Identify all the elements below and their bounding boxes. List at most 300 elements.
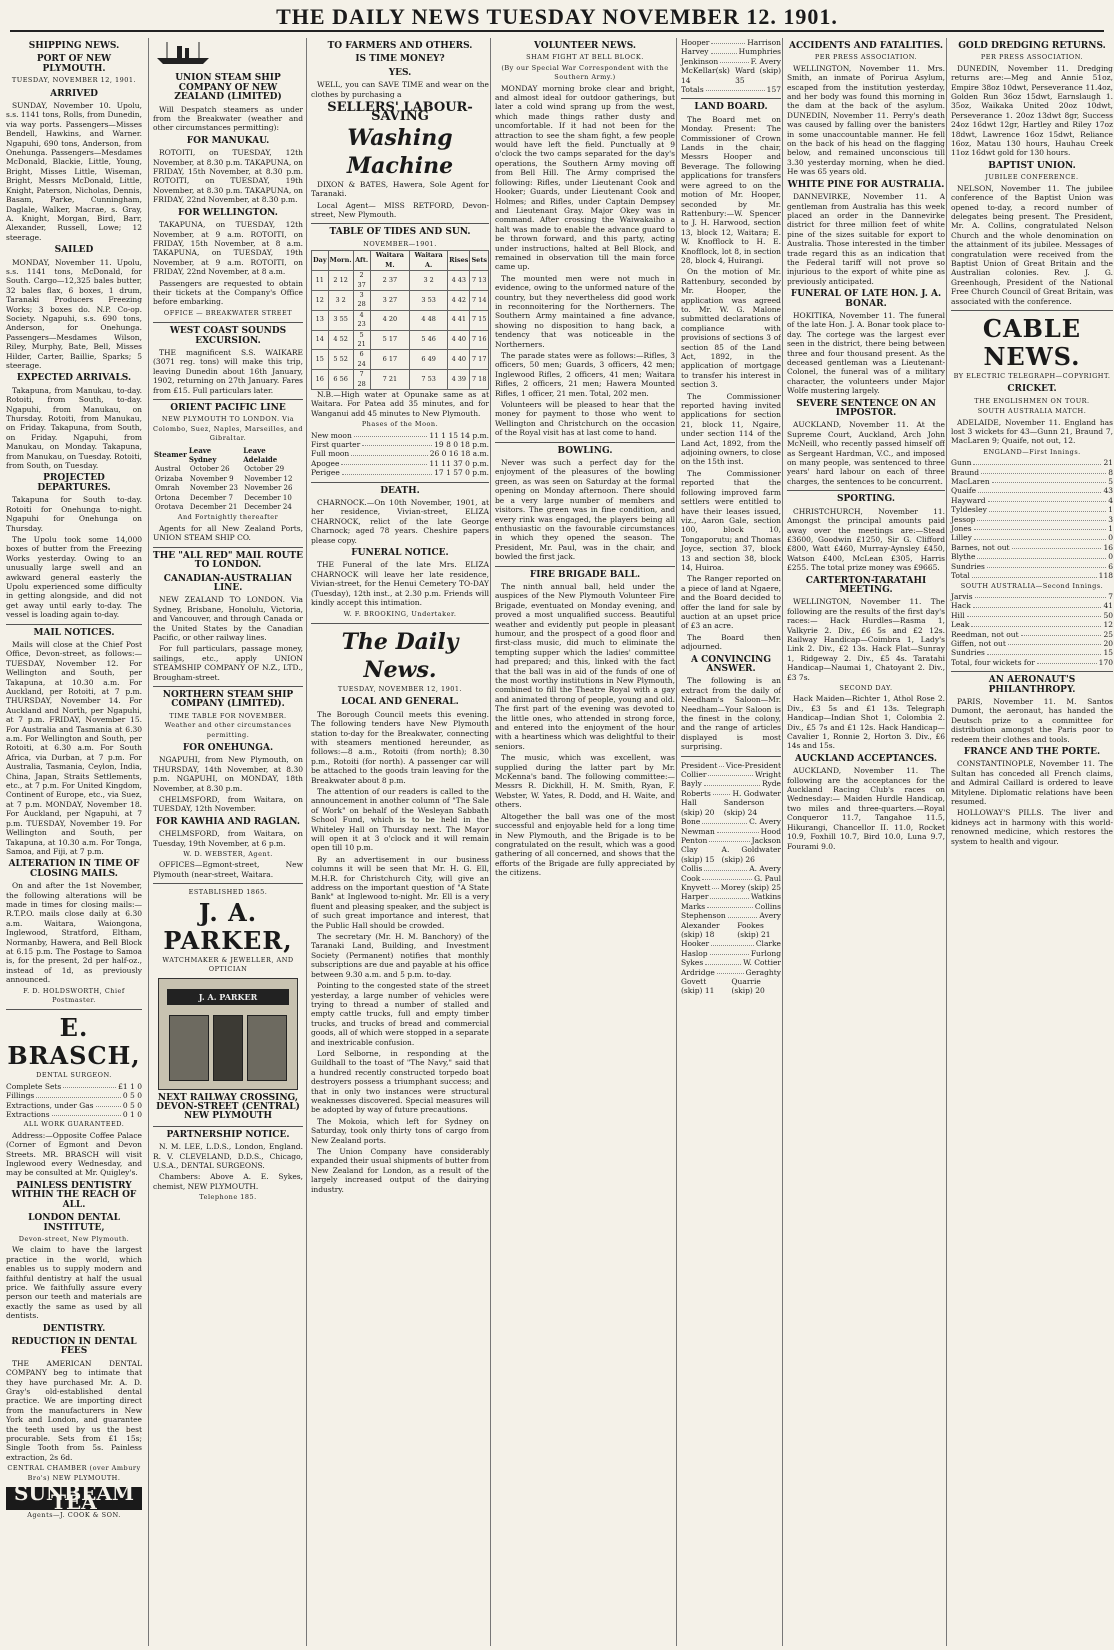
- cricket-text: ADELAIDE, November 11. England has lost 3 wickets for 43—Gunn 21, Braund 7, MacLaren 9; Quaife, not out, 12.: [951, 417, 1113, 446]
- bowler-row: [681, 836, 781, 845]
- batsman-row: [951, 486, 1113, 495]
- bowler-row-label: Alexander (skip) 18: [681, 920, 720, 939]
- tide-cell: 4 40: [448, 330, 470, 350]
- tide-cell: 6 49: [410, 350, 448, 370]
- port-heading: PORT OF NEW PLYMOUTH.: [36, 54, 112, 74]
- farmers-text: WELL, you can SAVE TIME and wear on the clothes by purchasing a: [311, 80, 489, 99]
- bowler-row: [681, 949, 781, 958]
- tide-cell: 7 14: [470, 290, 489, 310]
- schedule-row: [153, 503, 303, 512]
- batsman-row: [951, 524, 1113, 533]
- batsman-row-value: 41: [1103, 601, 1113, 611]
- fee-row-label: Extractions, under Gas: [6, 1100, 94, 1110]
- bowler-row-label: Marks: [681, 901, 706, 911]
- fee-row: [6, 1082, 142, 1091]
- dot-leader: [705, 958, 741, 964]
- dot-leader: [707, 902, 753, 908]
- established: ESTABLISHED 1865.: [188, 888, 268, 897]
- gold-press: PER PRESS ASSOCIATION.: [980, 53, 1084, 62]
- moon-row-label: Full moon: [311, 449, 350, 459]
- bowler-row: [681, 789, 781, 798]
- for-manukau: FOR MANUKAU.: [186, 135, 270, 146]
- schedule-cell: Omrah: [155, 484, 180, 493]
- batsman-row-value: 6: [1108, 561, 1113, 571]
- schedule-cell: October 26: [189, 465, 230, 474]
- score-row-value: Harrison: [747, 38, 781, 47]
- tide-cell: 7 21: [370, 370, 410, 390]
- fee-row: [6, 1091, 142, 1100]
- tide-table: [311, 250, 489, 390]
- london-sub: Devon-street, New Plymouth.: [18, 1234, 130, 1243]
- bowler-row-value: H. Godwater: [732, 788, 781, 798]
- tide-header-row: [312, 251, 489, 271]
- sporting-heading: SPORTING.: [836, 494, 896, 505]
- aeronaut-heading: AN AERONAUT'S PHILANTHROPY.: [988, 675, 1076, 695]
- bowler-row-value: Wright: [754, 770, 781, 780]
- divider: [6, 1009, 142, 1010]
- dot-leader: [711, 939, 754, 945]
- land-text: The Board then adjourned.: [681, 632, 781, 652]
- tide-header-cell: Sets: [470, 251, 489, 271]
- batsman-row-label: Reedman, not out: [951, 629, 1019, 639]
- moon-row-label: Apogee: [311, 458, 340, 468]
- carterton-heading: CARTERTON-TARATAHI MEETING.: [805, 575, 927, 595]
- address-text: Address:—Opposite Coffee Palace (Corner of Egmont and Devon Streets. MR. BRASCH will visit Inglewood every Wednesday, and may be consulted at Mr. Quigley's.: [6, 1130, 142, 1178]
- england-scorecard: [951, 458, 1113, 580]
- sa-scorecard: [951, 592, 1113, 667]
- dot-leader: [354, 431, 428, 437]
- dentistry-heading: DENTISTRY.: [42, 1323, 106, 1334]
- bowler-row-value: Vice-President: [725, 760, 781, 770]
- bowler-row-label: Hooker: [681, 939, 710, 949]
- tides-month: NOVEMBER—1901.: [363, 239, 437, 248]
- tide-cell: 5 21: [353, 330, 370, 350]
- cricket-sub2: SOUTH AUSTRALIA MATCH.: [977, 407, 1087, 416]
- acceptances-text: AUCKLAND, November 11. The following are the acceptances for the Auckland Racing Club's races on Wednesday:— Maiden Hurdle Handicap, two miles and three-quarters.—Royal Conqueror 11.7, Tangahoe 11.5, Hikurangi, Chancellor II. 11.0, Rocket 10.9, Foxhill 10.7, Bird 10.0, Luna 9.7, Fourami 9.0.: [787, 766, 945, 851]
- dot-leader: [341, 459, 427, 465]
- second-text: Hack Maiden—Richter 1, Athol Rose 2. Div., £3 5s and £1 13s. Telegraph Handicap—Indian Shot 1, Colombia 2. Div., £5 7s and £1 12s. Hack Handicap—Cavalier 1, Ronnie 2, Horton 3. Div., £6 14s and 15s.: [787, 694, 945, 751]
- volunteer-text: The parade states were as follows:—Rifles, 3 officers, 50 men; Guards, 3 officers, 42 men; Inglewood Rifles, 2 officers, 41 men; Waitara Rifles, 2 officers, 21 men; Hawera Mounted Rifles, 1 officer, 21 men. Total, 202 men.: [495, 351, 675, 398]
- severe-heading: SEVERE SENTENCE ON AN IMPOSTOR.: [796, 398, 936, 419]
- bowler-row-value: A. Avery: [749, 864, 781, 874]
- tide-cell: 4 42: [448, 290, 470, 310]
- bowler-row-value: C. Avery: [749, 817, 781, 827]
- column-telegrams: [782, 38, 945, 1646]
- upolu-text: The Upolu took some 14,000 boxes of butter from the Freezing Works yesterday. Owing to an unusually large swell and an awkward general easterly the Upolu experienced some difficulty in getting alongside, and did not get away until early to-day. The vessel is loading again to-day.: [6, 534, 142, 620]
- baptist-heading: BAPTIST UNION.: [988, 160, 1076, 171]
- cricket-heading: CRICKET.: [1007, 384, 1057, 395]
- chambers-text: Chambers: Above A. E. Sykes, chemist, NEW PLYMOUTH.: [153, 1172, 303, 1191]
- batsman-row-value: 0: [1108, 533, 1113, 543]
- london-text: We claim to have the largest practice in the world, which enables us to supply modern and faithful dentistry at half the usual price. We faithfully assure every person our teeth and materials are exactly the same as used by all dentists.: [6, 1245, 142, 1321]
- batsman-row-label: Giffen, not out: [951, 638, 1006, 648]
- particulars-text: For full particulars, passage money, sailings, etc., apply UNION STEAMSHIP COMPANY OF N.Z., LTD., Brougham-street.: [153, 644, 303, 682]
- mail-heading: MAIL NOTICES.: [33, 627, 115, 638]
- bowler-row-value: Furlong: [750, 948, 781, 958]
- tide-cell: 2 37: [353, 271, 370, 291]
- bowler-row-value: Geraghty: [745, 967, 781, 977]
- shop-sign: J. A. PARKER: [167, 989, 289, 1005]
- batsman-row-value: 25: [1103, 629, 1113, 639]
- tides-note: N.B.—High water at Opunake same as at Waitara. For Patea add 35 minutes, and for Wanganui add 45 minutes to New Plymouth.: [311, 389, 489, 418]
- moon-row: [311, 431, 489, 440]
- bowler-row: [681, 827, 781, 836]
- local-text: By an advertisement in our business columns it will be seen that Mr. H. G. Ell, M.H.R. for Christchurch City, will give an address on the important question of "A State Bank" at Inglewood to-night. Mr. Ell is a very fluent and pleasing speaker, and the subject is of such great importance and interest, that the Public Hall should be crowded.: [311, 854, 489, 930]
- bowler-row-label: Stephenson: [681, 911, 726, 921]
- sa-innings: SOUTH AUSTRALIA—Second Innings.: [960, 581, 1104, 590]
- moon-row-value: 11 11 37 0 p.m.: [429, 458, 489, 468]
- divider: [6, 624, 142, 625]
- divider: [153, 547, 303, 548]
- bowler-row: [681, 798, 781, 817]
- bowler-row: [681, 911, 781, 920]
- agent-name: W. D. WEBSTER, Agent.: [183, 850, 273, 859]
- tide-cell: 7 16: [470, 330, 489, 350]
- volunteer-text: The mounted men were not much in evidence, owing to the unformed nature of the country, but they nevertheless did good work in reconnoitering for the Northerners. The Southern Army maintained a fine advance, showing no disposition to hang back, a tendency that was noticeable in the Northerners.: [495, 273, 675, 349]
- dot-leader: [988, 496, 1107, 502]
- batsman-row-label: Tyldesley: [951, 505, 987, 515]
- volunteer-by: (By our Special War Correspondent with the Southern Army.): [501, 63, 669, 82]
- tide-cell: 4 20: [370, 310, 410, 330]
- schedule-cell: November 9: [189, 474, 234, 483]
- west-coast-text: THE magnificent S.S. WAIKARE (3071 reg. tons) will make this trip, leaving Dunedin about 16th January, 1902, returning on 27th January. Fares from £15. Full particulars later.: [153, 347, 303, 395]
- volunteer-text: MONDAY morning broke clear and bright, and almost ideal for outdoor gatherings, but later a cold wind sprang up from the west, which made things rather dusty and uncomfortable. If it had not been for the attraction to see the sham fight, a few people would have left the field. Punctually at 9 o'clock the two camps separated for the day's operations, the Southern Army moving off from Bell Hill. The Army comprised the following: Rifles, under Lieutenant Cook and Hooker; Guards, under Lieutenant Cook and Holmes; and Rifles, under Captain Dempsey and Lieutenant Gray. Major Okey was in command. After crossing the Waiwakaiho a halt was made to enable the advance guard to be thrown forward, and this party, acting under instructions, halted at Bell Block, and remained in observation till the main force came up.: [495, 83, 675, 272]
- schedule-cell: Orizaba: [155, 474, 183, 483]
- tide-cell: 3 27: [370, 290, 410, 310]
- masthead: [0, 0, 1114, 34]
- batsman-row-value: 15: [1103, 648, 1113, 658]
- total-row-value: 170: [1098, 657, 1113, 667]
- total-row-label: Total: [951, 571, 970, 581]
- schedule-cell: December 24: [244, 503, 292, 512]
- batsman-row-label: Barnes, not out: [951, 542, 1010, 552]
- arrived-text: SUNDAY, November 10. Upolu, s.s. 1141 tons, Rolls, from Dunedin, via way ports. Passengers—Misses Bendell, Hawkins, and Warner. Ngapuhi, 690 tons, Anderson, from Onehunga. Passengers—Mesdames McDonald, Blackie, Little, Young, Bright, Misses Little, Wiseman, Bright, Messrs McDonald, Little, Knight, Paterson, Nicholas, Dennis, Basam, Parke, Cunningham, Daglale, Walker, Macrae, s. Gray, A. Knight, Morgan, Bird, Barr, Alexander, Russell, Lowe; 12 steerage.: [6, 101, 142, 242]
- score-row-label: Harvey: [681, 47, 709, 57]
- fee-list: [6, 1082, 142, 1120]
- bowler-row-label: Newman: [681, 826, 715, 836]
- batsman-row-label: Leak: [951, 620, 970, 630]
- dot-leader: [36, 1091, 121, 1097]
- next-railway: NEXT RAILWAY CROSSING, DEVON-STREET (CENTRAL) NEW PLYMOUTH: [156, 1092, 300, 1122]
- sporting-text: CHRISTCHURCH, November 11. Amongst the principal amounts paid away over the meetings are:—Stead £3600, Goodwin £1250, Sir G. Clifford £800, Watt £460, Murray-Aynsley £450, Watson £400, McLean £305, Harris £255. The total prize money was £9665.: [787, 506, 945, 573]
- dot-leader: [1021, 630, 1102, 636]
- postmaster: F. D. HOLDSWORTH, Chief Postmaster.: [23, 986, 125, 1004]
- tide-cell: 7 17: [470, 350, 489, 370]
- batsman-row-value: 12: [1103, 620, 1113, 630]
- local-heading: LOCAL AND GENERAL.: [341, 697, 459, 708]
- shop-window: [247, 1015, 287, 1081]
- moon-row: [311, 440, 489, 449]
- schedule-row: [153, 484, 303, 493]
- convincing-heading: A CONVINCING ANSWER.: [690, 654, 772, 674]
- batsman-row: [951, 458, 1113, 467]
- dot-leader: [987, 648, 1102, 654]
- schedule-row: [153, 475, 303, 484]
- bowler-row-value: Sanderson (skip) 24: [723, 798, 765, 817]
- sailed-heading: SAILED: [54, 245, 94, 256]
- bowler-row: [681, 892, 781, 901]
- bowler-row-label: Penton: [681, 835, 708, 845]
- mail-text: Mails will close at the Chief Post Office, Devon-street, as follows:— TUESDAY, November 12. For Wellington and South, per Takapuna, at 10.30 a.m. For Auckland, per Rotoiti, at 7 p.m. THURSDAY, November 14. For Auckland and North, per Ngapuhi, at 7 p.m. FRIDAY, November 15. For Australia and Tasmania at 6.30 a.m. For Wellington and South, per Rotoiti, at 6.30 a.m. For South Africa, via Durban, at 7 p.m. For Australia, Tasmania, Ceylon, India, China, Japan, Straits Settlements, etc., at 7 p.m. For United Kingdom, Continent of Europe, etc., via Suez, at 7 p.m. MONDAY, November 18. For Auckland, per Ngapuhi, at 7 p.m. TUESDAY, November 19. For Wellington and South, per Takapuna, at 10.30 a.m. For Tonga, Samoa, and Fiji, at 7 p.m.: [6, 639, 142, 856]
- schedule-cell: December 7: [189, 493, 233, 502]
- tide-cell: 3 2: [328, 290, 353, 310]
- shop-door: [213, 1015, 243, 1081]
- departures-text: Takapuna for South to-day. Rotoiti for Onehunga to-night. Ngapuhi for Onehunga on Thursday.: [6, 495, 142, 533]
- schedule-cell: November 26: [244, 484, 293, 493]
- manukau-text: ROTOITI, on TUESDAY, 12th November, at 8.30 p.m. TAKAPUNA, on FRIDAY, 15th November, at 8.30 p.m. ROTOITI, on TUESDAY, 19th November, at 8.30 p.m. TAKAPUNA, on FRIDAY, 22nd November, at 8.30 p.m.: [153, 148, 303, 205]
- volunteer-sub: SHAM FIGHT AT BELL BLOCK.: [526, 53, 644, 62]
- for-wellington: FOR WELLINGTON.: [178, 207, 278, 218]
- tide-cell: 3 53: [410, 290, 448, 310]
- tide-cell: 16: [312, 370, 329, 390]
- london-heading: LONDON DENTAL INSTITUTE,: [28, 1213, 120, 1233]
- dot-leader: [987, 562, 1106, 568]
- accidents-text: WELLINGTON, November 11. Mrs. Smith, an inmate of Porirua Asylum, escaped from the institution yesterday, and her body was found this morning in the dam at the back of the asylum. DUNEDIN, November 11. Perry's death was caused by falling over the banisters in some unaccountable manner. He fell on the back of his head on the flagging below, and remained unconscious till 3.30 yesterday morning, when he died. He was 65 years old.: [787, 63, 945, 177]
- agents-text: Agents for all New Zealand Ports, UNION STEAM SHIP CO.: [153, 523, 303, 543]
- tide-cell: 7 18: [470, 370, 489, 390]
- batsman-row: [951, 620, 1113, 629]
- funeral-text: THE Funeral of the late Mrs. ELIZA CHARNOCK will leave her late residence, Vivian-street, for the Henui Cemetery TO-DAY (Tuesday), 12th inst., at 2.30 p.m. Friends will kindly accept this intimation.: [311, 560, 489, 608]
- dot-leader: [342, 468, 432, 474]
- moon-row: [311, 449, 489, 458]
- batsman-row: [951, 592, 1113, 601]
- dot-leader: [717, 968, 744, 974]
- bowler-row-label: Sykes: [681, 958, 704, 968]
- kawhia-heading: FOR KAWHIA AND RAGLAN.: [155, 816, 301, 827]
- local-agent: Local Agent— MISS RETFORD, Devon-street, New Plymouth.: [311, 200, 489, 220]
- volunteer-text: Volunteers will be pleased to hear that the money for payment to those who went to Wellington and Christchurch on the occasion of the Royal visit has at last come to hand.: [495, 400, 675, 438]
- dot-leader: [1037, 658, 1097, 664]
- tide-row: [312, 330, 489, 350]
- divider: [681, 98, 781, 99]
- bowler-row-label: Cook: [681, 873, 701, 883]
- batsman-row-label: Hack: [951, 601, 971, 611]
- dot-leader: [973, 458, 1101, 464]
- alteration-heading: ALTERATION IN TIME OF CLOSING MAILS.: [8, 859, 140, 879]
- schedule-cell: December 21: [189, 503, 238, 512]
- expected-text: Takapuna, from Manukau, to-day. Rotoiti, from South, to-day. Ngapuhi, from Manukau, on Thursday. Rotoiti, from Manukau, on Friday. Takapuna, from South, on Friday. Ngapuhi, from Manukau, on Monday. Takapuna, from Manukau, on Tuesday. Rotoiti, from South, on Tuesday.: [6, 385, 142, 471]
- bowler-row-label: Bayly: [681, 779, 702, 789]
- paper-date: TUESDAY, NOVEMBER 12, 1901.: [337, 684, 463, 693]
- batsman-row-value: 21: [1103, 458, 1113, 468]
- west-coast-heading: WEST COAST SOUNDS EXCURSION.: [169, 326, 287, 346]
- land-text: The Ranger reported on a piece of land at Ngaere, and the Board decided to offer the land for sale by auction at an upset price of £3 an acre.: [681, 574, 781, 631]
- local-text: The Borough Council meets this evening. The following tenders have New Plymouth station to-day for the Breakwater, connecting with steamers mentioned hereunder, as follows:—8 a.m., Rotoiti (from north); 8.30 p.m., Rotoiti (for north). A passenger car will be attached to the goods train leaving for the Breakwater about 8 p.m.: [311, 709, 489, 785]
- batsman-row: [951, 552, 1113, 561]
- bowler-row-value: Clarke: [755, 939, 781, 949]
- batsman-row: [951, 515, 1113, 524]
- press-line: PER PRESS ASSOCIATION.: [814, 53, 918, 62]
- orient-sub: NEW PLYMOUTH TO LONDON. Via Colombo, Suez, Naples, Marseilles, and Gibraltar.: [153, 415, 303, 443]
- reduction-heading: REDUCTION IN DENTAL FEES: [11, 1336, 137, 1357]
- schedule-cell: Orotava: [155, 503, 184, 512]
- batsman-row: [951, 639, 1113, 648]
- divider: [311, 623, 489, 624]
- bowler-row: [681, 874, 781, 883]
- batsman-row: [951, 648, 1113, 657]
- bowler-row: [681, 939, 781, 948]
- schedule-cell: Ortona: [155, 493, 180, 502]
- dot-leader: [709, 836, 749, 842]
- tide-cell: 4 43: [448, 271, 470, 291]
- land-text: On the motion of Mr. Rattenbury, seconded by Mr. Hooper, the application was agreed to. Mr. W. G. Malone submitted declarations of compliance with provisions of sections 3 of section 85 of the Land Act, 1892, in the application of mortgage to transfer his interest in section 3.: [681, 267, 781, 390]
- alteration-text: On and after the 1st November, the following alterations will be made in times for closing mails:—R.T.P.O. mails close daily at 6.30 a.m. Waitara, Waiongona, Inglewood, Stratford, Eltham, Normanby, Hawera, and Bell Block at 6.15 p.m. The Postage to Samoa is, for the present, 2d per half-oz., instead of 1d, as previously announced.: [6, 881, 142, 985]
- bonar-funeral-heading: FUNERAL OF LATE HON. J. A. BONAR.: [790, 289, 942, 309]
- bowler-row-value: Watkins: [750, 892, 781, 902]
- jubilee: JUBILEE CONFERENCE.: [985, 173, 1079, 182]
- batsman-row-value: 50: [1103, 610, 1113, 620]
- bowler-row-label: Collier: [681, 770, 707, 780]
- column-shipping: [6, 38, 142, 1646]
- fire-text: Altogether the ball was one of the most successful and enjoyable held for a long time in New Plymouth, and the Brigade is to be congratulated on the result, which was a good gathering of all concerned, and shows that the efforts of the Brigade are fully appreciated by the citizens.: [495, 811, 675, 878]
- divider: [951, 671, 1113, 672]
- dot-leader: [971, 620, 1101, 626]
- cricket-sub: THE ENGLISHMEN ON TOUR.: [974, 396, 1090, 405]
- orient-heading: ORIENT PACIFIC LINE: [170, 403, 286, 413]
- bowler-row-label: Bone: [681, 817, 701, 827]
- undertaker: W. F. BROOKING, Undertaker.: [343, 609, 457, 618]
- bowler-row-label: Harper: [681, 892, 709, 902]
- funeral-notice-heading: FUNERAL NOTICE.: [351, 548, 449, 559]
- score-row: [681, 66, 781, 85]
- batsman-row-label: MacLaren: [951, 477, 990, 487]
- schedule-header-row: [153, 445, 303, 466]
- batsman-row: [951, 601, 1113, 610]
- divider: [153, 686, 303, 687]
- batsman-row-label: Quaife: [951, 486, 977, 496]
- paper-nameplate: The Daily News.: [341, 628, 459, 683]
- dentist-title: DENTAL SURGEON.: [36, 1071, 112, 1080]
- batsman-row: [951, 496, 1113, 505]
- sellers-line: SELLERS' LABOUR-SAVING: [327, 100, 473, 125]
- bonar-funeral-text: HOKITIKA, November 11. The funeral of the late Hon. J. A. Bonar took place to-day. The cortege was the largest ever seen in the district, there being between three and four thousand present. As the deceased gentleman was a Lieutenant-Colonel, the funeral was of a military character, the volunteers under Major Wolfe mustering largely.: [787, 310, 945, 396]
- bowler-row: [681, 770, 781, 779]
- total-row: [951, 658, 1113, 667]
- parker-name: J. A. PARKER,: [163, 897, 293, 955]
- bowler-row-value: Ryde: [762, 779, 781, 789]
- dot-leader: [708, 770, 753, 776]
- acceptances-heading: AUCKLAND ACCEPTANCES.: [795, 753, 937, 764]
- masthead-title: THE DAILY NEWS TUESDAY NOVEMBER 12. 1901.: [276, 4, 838, 29]
- local-text: The Mokoia, which left for Sydney on Saturday, took only thirty tons of cargo from New Zealand ports.: [311, 1116, 489, 1145]
- tide-cell: 6 56: [328, 370, 353, 390]
- tide-row: [312, 310, 489, 330]
- batsman-row-value: 1: [1108, 524, 1113, 534]
- batsman-row-label: Jones: [951, 524, 972, 534]
- bowling-names: [681, 761, 781, 996]
- score-row: [681, 38, 781, 47]
- land-text: The Commissioner reported that the following improved farm settlers were entitled to have their leases issued, viz., Aaron Gale, section 100, block 10, Tongaporutu; and Thomas Joyce, section 37, block 13 and section 38, block 14, Huiroa.: [681, 468, 781, 572]
- divider: [311, 223, 489, 224]
- france-text: CONSTANTINOPLE, November 11. The Sultan has conceded all French claims, and Admiral Caillard is ordered to leave Mitylene. Diplomatic relations have been resumed.: [951, 759, 1113, 807]
- bowler-row: [681, 921, 781, 940]
- sunbeam-agents: Agents—J. COOK & SON.: [27, 1510, 121, 1519]
- dot-leader: [717, 827, 759, 833]
- shop-window: [169, 1015, 209, 1081]
- score-row-label: Jenkinson: [681, 56, 719, 66]
- tide-header-cell: Aft.: [353, 251, 370, 271]
- guaranteed: ALL WORK GUARANTEED.: [23, 1120, 125, 1129]
- schedule-row: [153, 465, 303, 474]
- fire-text: The music, which was excellent, was supplied during the latter part by Mr. McKenna's band. The following committee:—Messrs R. Dickhill, H. M. Smith, Ryan, F. Webster, W. Yates, R. Dodd, and H. Waite, and others.: [495, 753, 675, 810]
- office-line: OFFICE — BREAKWATER STREET: [163, 308, 293, 317]
- gold-heading: GOLD DREDGING RETURNS.: [958, 41, 1106, 51]
- moon-row: [311, 468, 489, 477]
- expected-heading: EXPECTED ARRIVALS.: [16, 373, 132, 384]
- tide-cell: 5 17: [370, 330, 410, 350]
- tide-cell: 3 2: [410, 271, 448, 291]
- bowler-row-value: Fookes (skip) 21: [737, 920, 771, 939]
- batsman-row: [951, 630, 1113, 639]
- schedule-header-cell: Leave Adelaide: [243, 445, 278, 465]
- schedule-header-cell: Leave Sydney: [188, 445, 217, 465]
- timetable-sub: TIME TABLE FOR NOVEMBER. Weather and other circumstances permitting.: [164, 711, 292, 739]
- moon-row-value: 11 1 15 14 p.m.: [429, 430, 489, 440]
- bowler-row-label: Clay (skip) 15: [681, 845, 715, 864]
- dot-leader: [981, 468, 1106, 474]
- batsman-row-label: Blythe: [951, 552, 976, 562]
- steamer-icon: [153, 40, 213, 66]
- dot-leader: [728, 911, 758, 917]
- white-pine-heading: WHITE PINE FOR AUSTRALIA.: [787, 179, 945, 190]
- tide-cell: 4 39: [448, 370, 470, 390]
- schedule-body: [153, 465, 303, 512]
- bowler-row-label: President: [681, 760, 718, 770]
- moon-list: [311, 431, 489, 478]
- moon-row-label: Perigee: [311, 468, 340, 478]
- death-heading: DEATH.: [380, 485, 420, 496]
- batsman-row-value: 16: [1103, 542, 1113, 552]
- divider: [153, 322, 303, 323]
- fee-row-value: 0 5 0: [122, 1091, 142, 1101]
- tide-row: [312, 350, 489, 370]
- dot-leader: [704, 779, 760, 785]
- moon-heading: Phases of the Moon.: [361, 420, 439, 429]
- fee-row-label: Fillings: [6, 1091, 35, 1101]
- fee-row-label: Extractions: [6, 1110, 50, 1120]
- dot-leader: [96, 1101, 121, 1107]
- bowler-row: [681, 845, 781, 864]
- gold-text: DUNEDIN, November 11. Dredging returns are:—Meg and Annie 51oz, Empire 38oz 10dwt, Perseverance 11.4oz, Golden Run 36oz 15dwt, Earnslaugh 1. 35oz, Waikaka United 20oz 10dwt, Perseverance 1. 20oz 13dwt 8gr, Success 24oz 16dwt 12gr, Hartley and Riley 17oz 18dwt, Lawrence 16oz 15dwt, Reliance 16oz, Matau 130 hours, Hauhau Creek 11oz 16dwt gold for 130 hours.: [951, 63, 1113, 158]
- union-heading: UNION STEAM SHIP COMPANY OF NEW ZEALAND (LIMITED): [174, 73, 282, 103]
- tide-row: [312, 370, 489, 390]
- score-row: [681, 47, 781, 56]
- tide-cell: 13: [312, 310, 329, 330]
- accidents-heading: ACCIDENTS AND FATALITIES.: [788, 41, 944, 51]
- telephone: Telephone 185.: [199, 1193, 257, 1202]
- schedule-cell: November 23: [189, 484, 239, 493]
- batsman-row-label: Sundries: [951, 648, 985, 658]
- score-row: [681, 85, 781, 94]
- schedule-header-cell: Steamer: [154, 450, 187, 460]
- bowling-scores-top: [681, 38, 781, 94]
- kawhia-text: CHELMSFORD, from Waitara, on Tuesday, 19th November, at 6 p.m.: [153, 829, 303, 848]
- allred-heading: THE "ALL RED" MAIL ROUTE TO LONDON.: [153, 550, 303, 571]
- dot-leader: [975, 592, 1107, 598]
- batsman-row: [951, 477, 1113, 486]
- batsman-row: [951, 611, 1113, 620]
- france-heading: FRANCE AND THE PORTE.: [963, 747, 1101, 757]
- schedule-row: [153, 494, 303, 503]
- tide-cell: 3 55: [328, 310, 353, 330]
- tide-header-cell: Rises: [448, 251, 470, 271]
- score-row-label: McKellar(sk) 14: [681, 66, 730, 85]
- northern-heading: NORTHERN STEAM SHIP COMPANY (LIMITED).: [162, 689, 294, 710]
- score-row-value: Ward (skip) 35: [735, 66, 781, 85]
- bowler-row: [681, 958, 781, 967]
- dot-leader: [702, 817, 747, 823]
- dot-leader: [720, 57, 748, 63]
